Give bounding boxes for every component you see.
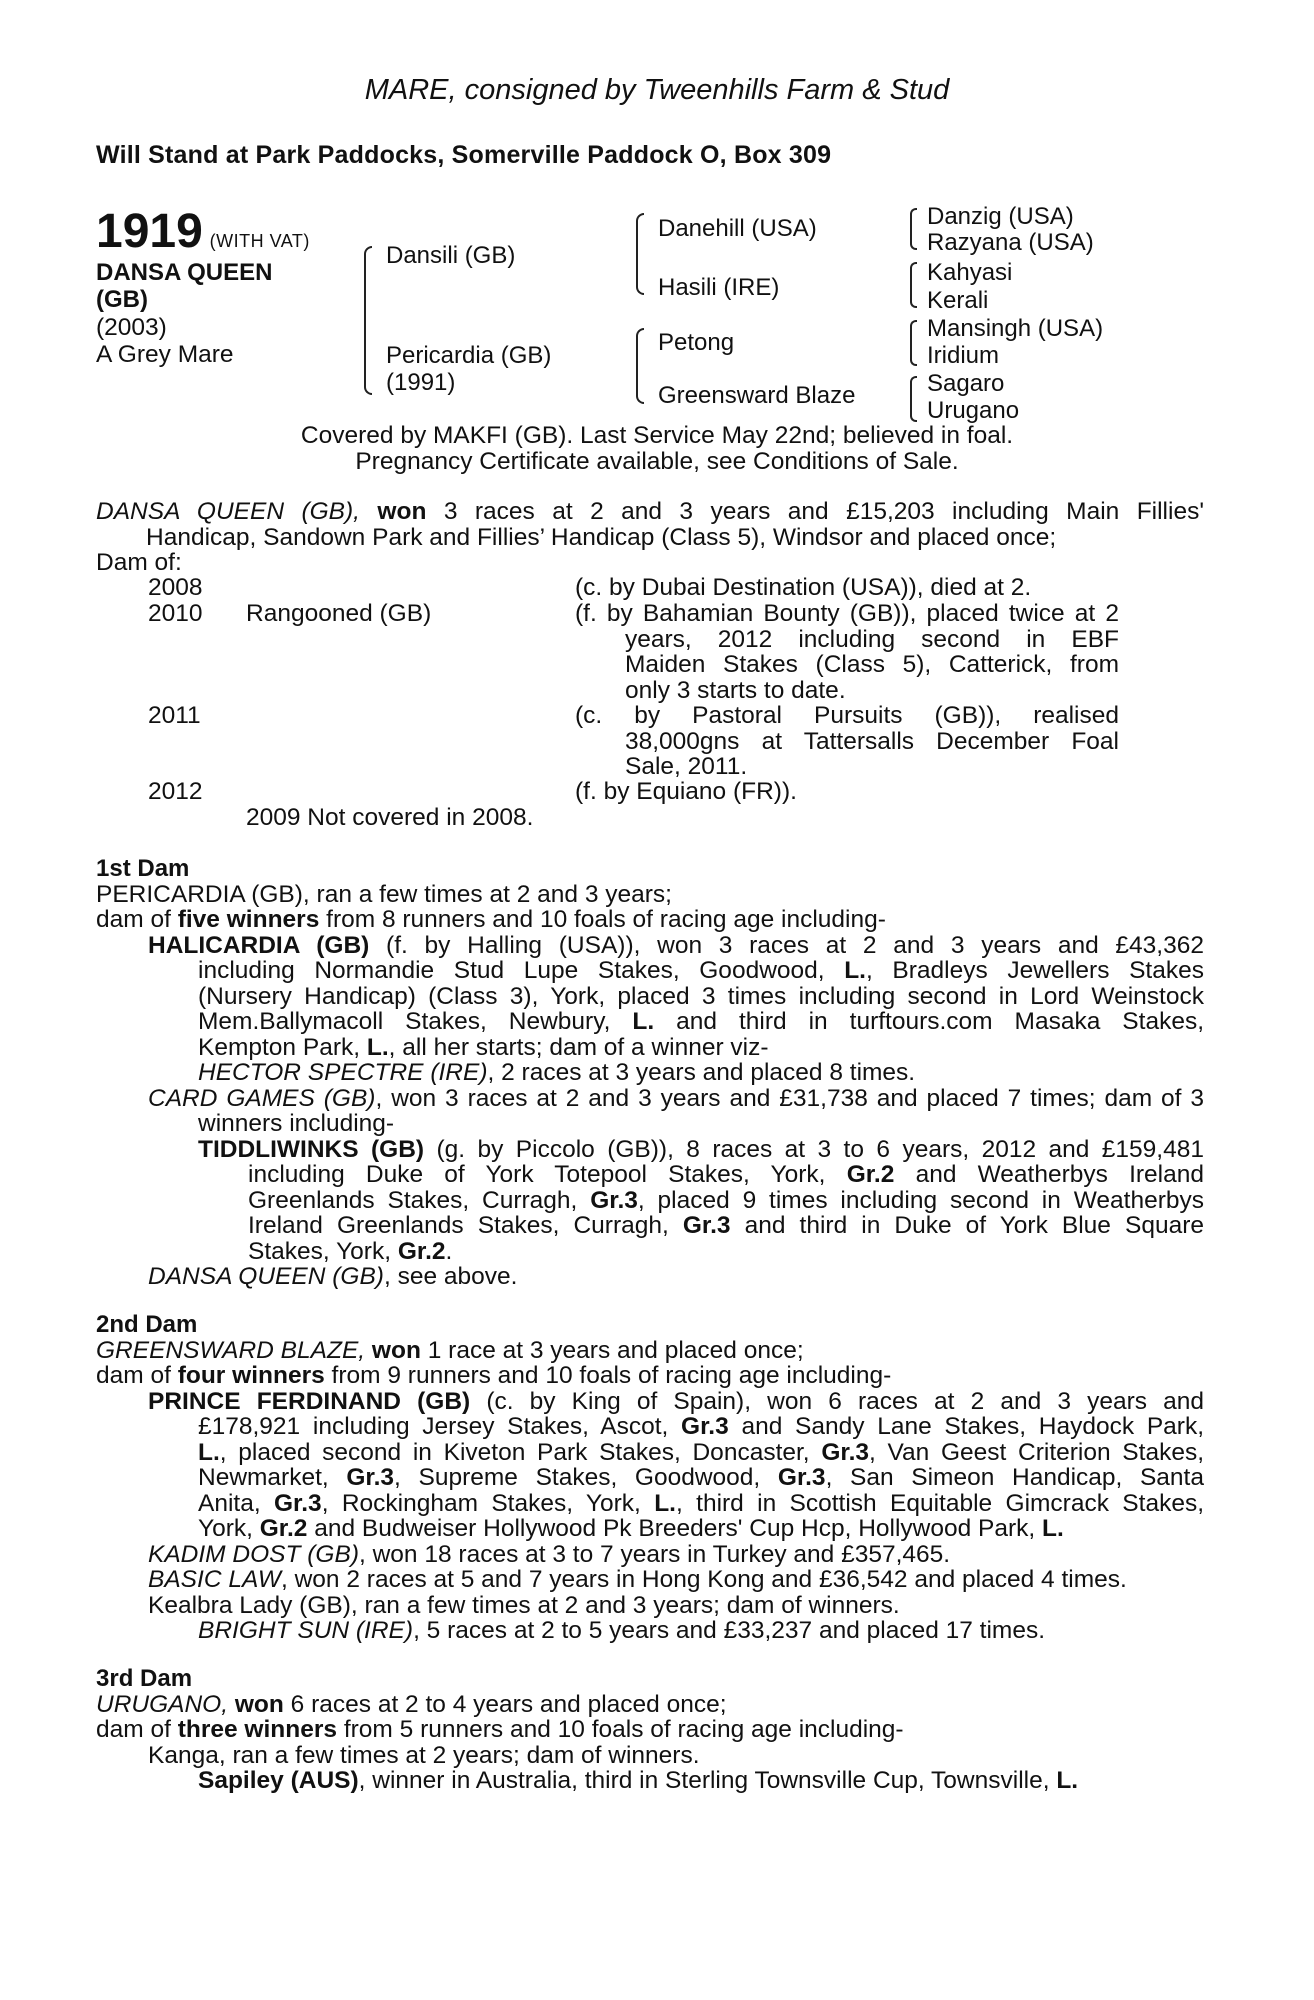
sire-dam: Hasili (IRE)	[658, 274, 780, 301]
halicardia-name: HALICARDIA (GB)	[148, 931, 370, 959]
hal4a: Mem.Ballymacoll Stakes, Newbury,	[198, 1008, 611, 1035]
tid5c: .	[445, 1237, 453, 1265]
horse-name: DANSA QUEEN	[96, 259, 273, 286]
pregnancy-note: Pregnancy Certificate available, see Conditions of Sale.	[355, 448, 959, 475]
horse-year: (2003)	[96, 314, 167, 341]
tid3b: Gr.3	[590, 1186, 638, 1214]
tid5a: Stakes, York,	[248, 1237, 392, 1265]
hal4b: L.	[632, 1008, 655, 1035]
basic-law-line	[96, 1567, 1204, 1593]
bright-sun-name: BRIGHT SUN (IRE)	[198, 1617, 414, 1644]
gsire-1: Danzig (USA)	[927, 203, 1074, 230]
first-dam-line-1: PERICARDIA (GB), ran a few times at 2 and 3 years;	[96, 880, 672, 908]
tid4a: Ireland Greenlands Stakes, Curragh,	[248, 1212, 669, 1239]
dam1-winners-bold: five winners	[177, 906, 320, 933]
hal2a: including Normandie Stud Lupe Stakes, Goodwood,	[198, 957, 825, 984]
dam3-l1c: 6 races at 2 to 4 years and placed once;	[290, 1690, 727, 1718]
second-dam-section	[96, 1312, 1204, 1644]
dam3-won: won	[234, 1690, 284, 1718]
sapiley-text: , winner in Australia, third in Sterling Townsville Cup, Townsville,	[358, 1767, 1050, 1794]
hector-line	[96, 1060, 1204, 1086]
produce-year-3: 2011	[148, 702, 201, 729]
lot-number-line	[96, 205, 310, 258]
produce-year-2: 2010	[148, 600, 203, 627]
mare-summary	[96, 499, 1204, 576]
card-games-line-2: winners including-	[198, 1110, 395, 1137]
bright-text: , 5 races at 2 to 5 years and £33,237 and placed 17 times.	[413, 1617, 1046, 1644]
prince-ferdinand-line-2	[96, 1414, 1204, 1440]
hal5c: , all her starts; dam of a winner viz-	[388, 1033, 769, 1061]
tiddliwinks-line-4	[96, 1213, 1204, 1239]
dam2-winners-bold: four winners	[177, 1362, 325, 1389]
pf4b: Gr.3	[346, 1464, 395, 1491]
dam2-l1c: 1 race at 3 years and placed once;	[427, 1336, 804, 1364]
kadim-dost-name: KADIM DOST (GB)	[148, 1540, 359, 1568]
g-brace-3	[910, 320, 917, 366]
pf1: (c. by King of Spain), won 6 races at 2 and 3 years and	[486, 1387, 1204, 1415]
gsire-4: Kerali	[927, 287, 989, 314]
hal5b: L.	[366, 1033, 389, 1061]
pf3c: Gr.3	[821, 1438, 870, 1466]
tid4b: Gr.3	[682, 1212, 731, 1239]
third-dam-line-2	[96, 1717, 1204, 1743]
dam2-won: won	[371, 1336, 421, 1364]
halicardia-line-2	[96, 958, 1204, 984]
second-dam-heading: 2nd Dam	[96, 1311, 198, 1338]
dam1-l2a: dam of	[96, 906, 171, 933]
tid2c: and Weatherbys Ireland	[915, 1161, 1204, 1188]
tid1: (g. by Piccolo (GB)), 8 races at 3 to 6 years, 2012 and £159,481	[436, 1135, 1204, 1163]
hal2b: L.	[844, 957, 866, 984]
sapiley-name: Sapiley (AUS)	[198, 1767, 359, 1794]
card1: , won 3 races at 2 and 3 years and £31,738 and placed 7 times; dam of 3	[375, 1084, 1204, 1112]
prince-ferdinand-line-3	[96, 1440, 1204, 1466]
stand-location: Will Stand at Park Paddocks, Somerville Paddock O, Box 309	[96, 141, 832, 169]
kadim-text: , won 18 races at 3 to 7 years in Turkey and £357,465.	[358, 1540, 951, 1568]
pf6d: L.	[1042, 1515, 1064, 1542]
third-dam-line-1	[96, 1692, 1204, 1718]
gsire-8: Urugano	[927, 397, 1020, 424]
hal5a: Kempton Park,	[198, 1033, 361, 1061]
tid2a: including Duke of York Totepool Stakes, York,	[248, 1161, 826, 1188]
dam-dam: Greensward Blaze	[658, 382, 856, 409]
kadim-dost-line	[96, 1542, 1204, 1568]
second-dam-line-2	[96, 1363, 1204, 1389]
pf6c: and Budweiser Hollywood Pk Breeders' Cup Hcp, Hollywood Park,	[314, 1515, 1036, 1542]
halicardia-line-5	[96, 1035, 1204, 1061]
sapiley-line	[96, 1768, 1204, 1794]
kealbra-line: Kealbra Lady (GB), ran a few times at 2 and 3 years; dam of winners.	[148, 1591, 900, 1619]
produce-text-2	[575, 601, 1119, 703]
gsire-7: Sagaro	[927, 370, 1005, 397]
g-brace-4	[910, 376, 917, 422]
dam2-l2a: dam of	[96, 1362, 171, 1389]
tiddliwinks-line-2	[96, 1162, 1204, 1188]
dam-year: (1991)	[386, 369, 456, 396]
third-dam-heading: 3rd Dam	[96, 1665, 193, 1692]
second-dam-line-1	[96, 1338, 1204, 1364]
dam-line-brace	[636, 328, 644, 404]
produce-2-line-1: (f. by Bahamian Bounty (GB)), placed twice at 2	[575, 600, 1119, 627]
gsire-3: Kahyasi	[927, 259, 1013, 286]
card-games-line-1	[96, 1086, 1204, 1112]
sire-name: Dansili (GB)	[386, 242, 516, 269]
produce-2-line-2: years, 2012 including second in EBF	[625, 625, 1119, 653]
dansa-queen-line	[96, 1264, 1204, 1290]
dam-of-label: Dam of:	[96, 549, 182, 576]
pf5b: Gr.3	[274, 1489, 322, 1517]
produce-text-4: (f. by Equiano (FR)).	[575, 778, 797, 805]
hal1: (f. by Halling (USA)), won 3 races at 2 and 3 years and £43,362	[386, 931, 1204, 959]
produce-text-1: (c. by Dubai Destination (USA)), died at 2.	[575, 574, 1032, 601]
summary-text-2: Handicap, Sandown Park and Fillies’ Handicap (Class 5), Windsor and placed once;	[146, 523, 1057, 551]
pf3d: , Van Geest Criterion Stakes,	[869, 1438, 1205, 1466]
dam3-l2c: from 5 runners and 10 foals of racing age including-	[343, 1716, 904, 1743]
halicardia-line-1	[96, 933, 1204, 959]
gsire-2: Razyana (USA)	[927, 229, 1094, 256]
lot-number: 1919	[96, 205, 203, 258]
pf5c: , Rockingham Stakes, York,	[321, 1489, 641, 1517]
bright-sun-line	[96, 1618, 1204, 1644]
dam1-l2c: from 8 runners and 10 foals of racing age including-	[326, 906, 886, 933]
sire-line-brace	[636, 213, 644, 295]
dam3-l2a: dam of	[96, 1716, 171, 1743]
gsire-5: Mansingh (USA)	[927, 315, 1104, 342]
pf4c: , Supreme Stakes, Goodwood,	[394, 1464, 761, 1491]
basic-text: , won 2 races at 5 and 7 years in Hong Kong and £36,542 and placed 4 times.	[280, 1566, 1127, 1593]
pf5d: L.	[654, 1489, 676, 1517]
produce-year-4: 2012	[148, 778, 203, 805]
prince-ferdinand-line-4	[96, 1465, 1204, 1491]
halicardia-line-3: (Nursery Handicap) (Class 3), York, placed 3 times including second in Lord Weinstock	[198, 982, 1204, 1010]
hector-text: , 2 races at 3 years and placed 8 times.	[487, 1059, 916, 1086]
pf4e: , San Simeon Handicap, Santa	[825, 1464, 1204, 1491]
dam2-l2c: from 9 runners and 10 foals of racing age including-	[331, 1362, 892, 1389]
kanga-line: Kanga, ran a few times at 2 years; dam of winners.	[148, 1741, 700, 1769]
produce-text-3	[575, 703, 1119, 780]
tiddliwinks-line-3	[96, 1188, 1204, 1214]
horse-origin: (GB)	[96, 286, 148, 313]
produce-3-line-2: 38,000gns at Tattersalls December Foal	[625, 727, 1119, 755]
tiddliwinks-name: TIDDLIWINKS (GB)	[198, 1135, 425, 1163]
basic-law-name: BASIC LAW	[148, 1566, 281, 1593]
sire-sire: Danehill (USA)	[658, 215, 817, 242]
covered-note: Covered by MAKFI (GB). Last Service May 22nd; believed in foal.	[300, 422, 1014, 449]
won-bold: won	[377, 498, 427, 525]
prince-ferdinand-line-5	[96, 1491, 1204, 1517]
tid5b: Gr.2	[397, 1237, 446, 1265]
urugano-name: URUGANO,	[96, 1690, 229, 1718]
third-dam-section	[96, 1666, 1204, 1794]
produce-2-line-4: only 3 starts to date.	[625, 676, 846, 704]
g-brace-1	[910, 208, 917, 250]
pf2a: £178,921 including Jersey Stakes, Ascot,	[198, 1413, 669, 1440]
pf6b: Gr.2	[259, 1515, 308, 1542]
first-dam-heading: 1st Dam	[96, 855, 190, 882]
pf3a: L.	[198, 1438, 220, 1466]
first-dam-section	[96, 856, 1204, 1290]
hal2c: , Bradleys Jewellers Stakes	[865, 957, 1204, 984]
halicardia-line-4	[96, 1009, 1204, 1035]
vat-note: (WITH VAT)	[209, 231, 310, 251]
prince-ferdinand-line-1	[96, 1389, 1204, 1415]
tiddliwinks-line-5	[96, 1239, 1204, 1265]
mare-name-italic: DANSA QUEEN (GB),	[96, 498, 360, 525]
summary-text-1: 3 races at 2 and 3 years and £15,203 including Main Fillies'	[443, 498, 1204, 525]
not-covered-note: 2009 Not covered in 2008.	[246, 804, 534, 831]
pf2b: Gr.3	[681, 1413, 729, 1440]
gsire-6: Iridium	[927, 342, 1000, 369]
pf5e: , third in Scottish Equitable Gimcrack Stakes,	[676, 1489, 1205, 1517]
dam-sire: Petong	[658, 329, 735, 356]
first-dam-line-2	[96, 907, 1204, 933]
produce-name-2: Rangooned (GB)	[246, 600, 432, 627]
dansa-text: , see above.	[383, 1263, 518, 1290]
pf4a: Newmarket,	[198, 1464, 329, 1491]
pf3b: , placed second in Kiveton Park Stakes, Doncaster,	[219, 1438, 810, 1466]
sapiley-listed: L.	[1056, 1767, 1079, 1794]
tid3a: Greenlands Stakes, Curragh,	[248, 1186, 578, 1214]
tid2b: Gr.2	[846, 1161, 895, 1188]
dansa-queen-name: DANSA QUEEN (GB)	[148, 1263, 384, 1290]
prince-ferdinand-name: PRINCE FERDINAND (GB)	[148, 1387, 471, 1415]
dam3-winners-bold: three winners	[177, 1716, 338, 1743]
dam-name: Pericardia (GB)	[386, 342, 552, 369]
tiddliwinks-line-1	[96, 1137, 1204, 1163]
pf2c: and Sandy Lane Stakes, Haydock Park,	[741, 1413, 1205, 1440]
produce-3-line-3: Sale, 2011.	[625, 753, 748, 780]
pf4d: Gr.3	[777, 1464, 826, 1491]
produce-2-line-3: Maiden Stakes (Class 5), Catterick, from	[625, 651, 1119, 678]
greensward-name: GREENSWARD BLAZE,	[96, 1336, 366, 1364]
card-games-name: CARD GAMES (GB)	[148, 1084, 376, 1112]
produce-3-line-1: (c. by Pastoral Pursuits (GB)), realised	[575, 702, 1119, 729]
g-brace-2	[910, 262, 917, 308]
tid4c: and third in Duke of York Blue Square	[744, 1212, 1204, 1239]
sire-brace	[364, 246, 372, 395]
prince-ferdinand-line-6	[96, 1516, 1204, 1542]
horse-description: A Grey Mare	[96, 341, 234, 368]
pf5a: Anita,	[198, 1489, 261, 1517]
produce-year-1: 2008	[148, 574, 203, 601]
catalogue-header: MARE, consigned by Tweenhills Farm & Stud	[364, 74, 950, 106]
hal4c: and third in turftours.com Masaka Stakes,	[676, 1008, 1205, 1035]
tid3c: , placed 9 times including second in Weatherbys	[637, 1186, 1204, 1214]
pf6a: York,	[198, 1515, 253, 1542]
hector-name: HECTOR SPECTRE (IRE)	[198, 1059, 488, 1086]
